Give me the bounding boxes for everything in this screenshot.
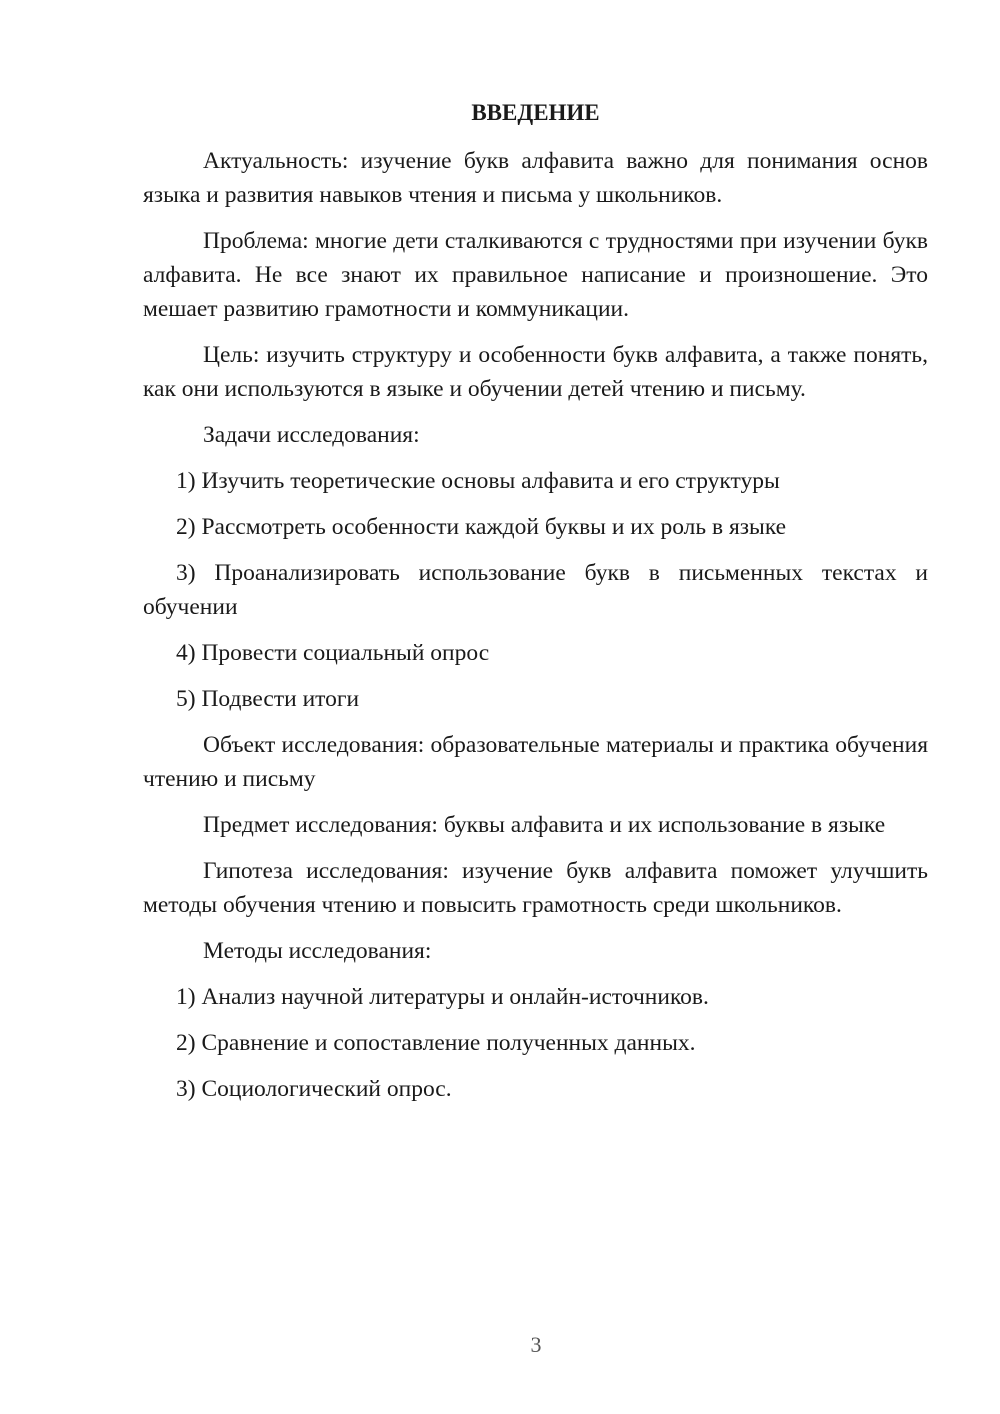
problem-paragraph: Проблема: многие дети сталкиваются с трудностями при изучении букв алфавита. Не все знают их правильное написание и произношение. Это мешает развитию грамотности и коммуникации.: [143, 228, 928, 322]
page-number: 3: [530, 1332, 542, 1357]
section-heading: ВВЕДЕНИЕ: [471, 100, 600, 125]
task-item: 5) Подвести итоги: [176, 686, 360, 712]
task-item: 2) Рассмотреть особенности каждой буквы и их роль в языке: [176, 514, 787, 540]
object-paragraph: Объект исследования: образовательные материалы и практика обучения чтению и письму: [143, 732, 928, 792]
hypothesis-paragraph: Гипотеза исследования: изучение букв алфавита поможет улучшить методы обучения чтению и повысить грамотность среди школьников.: [143, 858, 928, 918]
method-item: 1) Анализ научной литературы и онлайн-источников.: [176, 984, 709, 1010]
method-item: 3) Социологический опрос.: [176, 1076, 452, 1102]
page-content: [143, 96, 928, 1118]
methods-title: Методы исследования:: [203, 938, 432, 964]
relevance-paragraph: Актуальность: изучение букв алфавита важно для понимания основ языка и развития навыков чтения и письма у школьников.: [143, 148, 928, 208]
tasks-title: Задачи исследования:: [203, 422, 420, 448]
subject-paragraph: Предмет исследования: буквы алфавита и их использование в языке: [203, 812, 886, 838]
goal-paragraph: Цель: изучить структуру и особенности букв алфавита, а также понять, как они используются в языке и обучении детей чтению и письму.: [143, 342, 928, 402]
task-item: 3) Проанализировать использование букв в письменных текстах и обучении: [143, 560, 928, 620]
task-item: 1) Изучить теоретические основы алфавита и его структуры: [176, 468, 780, 494]
task-item: 4) Провести социальный опрос: [176, 640, 490, 666]
method-item: 2) Сравнение и сопоставление полученных данных.: [176, 1030, 696, 1056]
